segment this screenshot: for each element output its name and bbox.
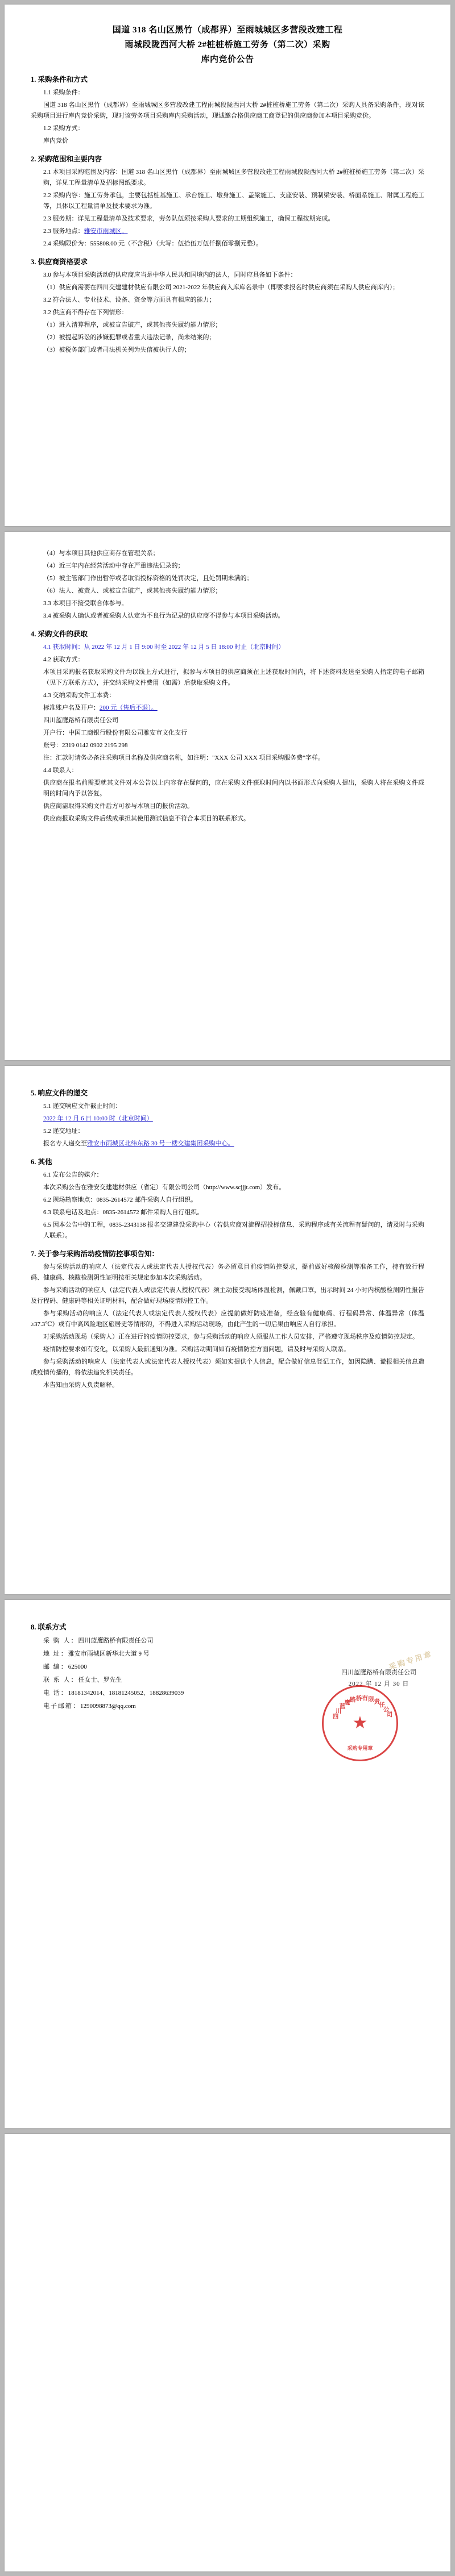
section-3-para-9: （4）近三年内在经营活动中存在严重违法记录的；	[43, 562, 184, 569]
page-2	[5, 532, 450, 1060]
section-4-para-1	[43, 642, 424, 653]
acquire-time: 4.1 获取时间：从 2022 年 12 月 1 日 9:00 时至 2022 年 12 月 5 日 18:00 时止（北京时间）	[43, 644, 285, 651]
section-4-heading-text: 4. 采购文件的获取	[31, 630, 88, 638]
section-3-para-12: 3.3 本项目不接受联合体参与。	[43, 600, 128, 607]
section-7-para-7: 本告知由采购人负责解释。	[43, 1382, 118, 1389]
fee-amount: 200 元（售后不退）。	[100, 705, 158, 711]
section-heading-7: 7. 关于参与采购活动疫情防控事项告知：	[31, 1250, 159, 1258]
contact-label: 电子邮箱：	[43, 1703, 80, 1710]
contact-value: 雅安市雨城区新华北大道 9 号	[68, 1650, 150, 1657]
section-2-para-1: 2.1 本项目采购范围及内容：国道 318 名山区黑竹（成都界）至雨城城区多营段改建工程雨城段陇西河大桥 2#桩桩桥施工劳务（第二次）采购，详见工程量清单及招标图纸要求。	[43, 169, 424, 186]
title-line-3: 库内竞价公告	[201, 55, 254, 64]
title-line-1: 国道 318 名山区黑竹（成都界）至雨城城区多营段改建工程	[112, 26, 343, 35]
section-heading-5: 5. 响应文件的递交	[31, 1089, 88, 1097]
contact-label: 联 系 人：	[43, 1677, 78, 1683]
section-3-para-7: （3）被税务部门或者司法机关列为失信被执行人的；	[43, 347, 191, 353]
company-seal-stamp	[322, 1685, 398, 1761]
section-4-bank: 开户行：中国工商银行股份有限公司雅安市文化支行	[43, 730, 187, 736]
section-4-account-number: 账号：2319 0142 0902 2195 298	[43, 742, 128, 749]
section-2-para-2: 2.2 采购内容：施工劳务承包，主要包括桩基施工、承台施工、墩身施工、盖梁施工、支座安装、预制梁安装、桥面系施工、附属工程施工等，具体以工程量清单及技术要求为准。	[43, 192, 424, 210]
contact-row	[43, 1635, 424, 1647]
section-4-para-13-text: 供应商报取采购文件后线成承担其使用测试信息不符合本项目的联系形式。	[43, 815, 250, 822]
page-title	[31, 23, 424, 67]
section-3-para-2: （1）供应商需要在四川交建建材供应有限公司 2021-2022 年供应商入库库名录中（即要求报名时供应商须在采购人供应商库内）；	[43, 284, 399, 291]
section-4-account-name: 四川蓝鹰路桥有限责任公司	[43, 717, 118, 724]
section-4-para-11: 供应商在报名前需要就其文件对本公告以上内容存在疑问的，应在采购文件获取时间内以书面形式向采购人提出，采购人将在采购文件载明的时间内予以答复。	[43, 780, 424, 797]
contact-value: 18181342014、18181245052、18828639039	[68, 1690, 184, 1697]
section-2-service-location: 雅安市雨城区。	[84, 228, 128, 235]
section-3-para-11: （6）法人、被责人、或被宣告破产，或其他丧失履约能力情形；	[43, 587, 222, 594]
seal-arc-text: 四 川 蓝 鹰 路 桥 有 限 责 任 公 司	[332, 1695, 393, 1720]
fee-label: 标准账户名及开户：	[43, 705, 100, 711]
contact-value: 1290098873@qq.com	[80, 1703, 136, 1710]
section-4-para-3: 本项目采购报名获取采购文件均以线上方式进行，拟参与本项目的供应商须在上述获取时间内，将下述资料发送至采购人指定的电子邮箱（见下方联系方式），并交纳采购文件费用（如需）后获取采购文件。	[43, 669, 424, 686]
section-2-para-3: 2.3 服务期：详见工程量清单及技术要求，劳务队伍须按采购人要求的工期组织施工，确保工程按期完成。	[43, 215, 334, 222]
section-2-para-4	[43, 226, 424, 237]
contact-value: 任女士、罗先生	[78, 1677, 122, 1683]
section-6-para-5: 6.5 因本公告中的工程，0835-2343138 报名交建建设采购中心（若供应商对流程招投标信息、采购程序或有关流程有疑问的，请及时与采购人联系）。	[43, 1222, 424, 1239]
section-5-para-3: 5.2 递交地址：	[43, 1128, 84, 1135]
section-6-para-2: 本次采购公告在雅安交建建材供应（省定）有限公司公司（http://www.scjjjt.com）发布。	[43, 1184, 286, 1191]
title-line-2: 雨城段陇西河大桥 2#桩桩桥施工劳务（第二次）采购	[125, 40, 330, 49]
section-5-para-1: 5.1 递交响应文件截止时间：	[43, 1103, 122, 1110]
watermark-text: 采购专用章	[387, 1649, 434, 1672]
signature-date: 2022 年 12 月 30 日	[348, 1681, 410, 1687]
submission-address: 雅安市雨城区北纬东路 30 号一楼交建集团采购中心。	[87, 1140, 234, 1147]
contact-label: 邮 编：	[43, 1664, 68, 1670]
section-4-note: 注：汇款时请务必备注采购项目名称及供应商名称，如注明："XXX 公司 XXX 项目采购服务费"字样。	[43, 755, 324, 761]
section-2-para-4-label: 2.3 服务地点：	[43, 228, 84, 235]
section-1-para-3: 1.2 采购方式：	[43, 125, 84, 132]
section-7-para-2: 参与采购活动的响应人（法定代表人或法定代表人授权代表）须主动接受现场体温检测，佩戴口罩，出示时间 24 小时内核酸检测阴性报告及行程码、健康码等相关证明材料，配合做好现场疫情防控工作。	[31, 1287, 424, 1304]
section-7-para-5: 疫情防控要求如有变化，以采购人最新通知为准。采购活动期间如有疫情防控方面问题，请及时与采购人联系。	[43, 1346, 350, 1353]
contact-value: 四川蓝鹰路桥有限责任公司	[78, 1637, 154, 1644]
section-6-para-4: 6.3 联系电话及地点：0835-2614572 邮件采购人自行组织。	[43, 1209, 204, 1216]
page-5	[5, 2134, 450, 2571]
section-5-para-4	[43, 1139, 424, 1149]
section-4-para-5	[43, 703, 424, 714]
page-4	[5, 1600, 450, 2128]
section-3-para-6: （2）被提起诉讼的涉嫌犯罪或者重大违法记录，尚未结案的；	[43, 334, 216, 341]
section-7-para-4: 对采购活动现场（采购人）正在进行的疫情防控要求，参与采购活动的响应人须服从工作人员安排，严格遵守现场秩序及疫情防控规定。	[43, 1333, 419, 1340]
submission-deadline: 2022 年 12 月 6 日 10:00 时（北京时间）	[43, 1115, 153, 1122]
contact-value: 625000	[68, 1664, 87, 1670]
section-3-para-8: （4）与本项目其他供应商存在管理关系；	[43, 550, 159, 557]
section-4-contact-label: 4.4 联系人：	[43, 767, 78, 774]
section-3-para-10: （5）被主管部门作出暂停或者取消投标资格的处罚决定，且处罚期未满的；	[43, 575, 253, 582]
section-3-para-5: （1）进入清算程序，或被宣告破产，或其他丧失履约能力情形；	[43, 322, 222, 328]
section-3-para-1: 3.0 参与本项目采购活动的供应商应当是中华人民共和国境内的法人，同时应具备如下条件：	[43, 272, 297, 278]
section-heading-2: 2. 采购范围和主要内容	[31, 155, 102, 163]
section-heading-3: 3. 供应商资格要求	[31, 258, 88, 266]
section-6-para-1: 6.1 发布公告的媒介：	[43, 1172, 103, 1178]
submission-label: 报名专人递交至	[43, 1140, 87, 1147]
section-1-para-1: 1.1 采购条件：	[43, 89, 84, 96]
section-4-para-2: 4.2 获取方式：	[43, 656, 84, 663]
contact-label: 采 购 人：	[43, 1637, 78, 1644]
contact-label: 地 址：	[43, 1650, 68, 1657]
section-heading-6: 6. 其他	[31, 1158, 52, 1166]
section-7-para-6: 参与采购活动的响应人（法定代表人或法定代表人授权代表）须如实提供个人信息，配合做好信息登记工作，如因隐瞒、谎报相关信息造成疫情传播的，将依法追究相关责任。	[31, 1358, 424, 1376]
section-7-para-1: 参与采购活动的响应人（法定代表人或法定代表人授权代表）务必留意目前疫情防控要求，提前做好核酸检测等准备工作，持有效行程码、健康码、核酸检测阴性证明按相关规定参加本次采购活动。	[31, 1264, 424, 1281]
contact-label: 电 话：	[43, 1690, 68, 1697]
page-3	[5, 1066, 450, 1594]
section-3-para-3: 3.2 符合法人、专业技术、设备、资金等方面具有相应的能力；	[43, 297, 216, 303]
section-2-para-5: 2.4 采购限价为：555808.00 元（不含税）（大写：伍拾伍万伍仟捌佰零捌元整）。	[43, 240, 262, 247]
section-1-para-2: 国道 318 名山区黑竹（成都界）至雨城城区多营段改建工程雨城段陇西河大桥 2#桩桩桥施工劳务（第二次）采购人具备采购条件，现对该采购项目进行库内竞价采购，现对该劳务项目采购库内采购活动，现诚邀合格供应商工商登记的供应商参加本项目采购竞价。	[31, 102, 424, 119]
section-3-para-4: 3.2 供应商不得存在下列情形：	[43, 309, 128, 316]
section-heading-8: 8. 联系方式	[31, 1623, 67, 1631]
section-4-para-12: 供应商需取得采购文件后方可参与本项目的报价活动。	[43, 803, 193, 810]
signature-company: 四川蓝鹰路桥有限责任公司	[341, 1669, 416, 1676]
section-6-para-3: 6.2 现场勘察地点：0835-2614572 邮件采购人自行组织。	[43, 1197, 197, 1203]
page-1	[5, 5, 450, 526]
section-1-para-4: 库内竞价	[43, 137, 68, 144]
seal-bottom-text: 采购专用章	[347, 1745, 373, 1751]
section-4-para-13	[43, 814, 424, 824]
contact-row	[43, 1648, 424, 1660]
section-7-para-3: 参与采购活动的响应人（法定代表人或法定代表人授权代表）应提前做好防疫准备，经查验有健康码、行程码异常、体温异常（体温≥37.3℃）或有中高风险地区旅居史等情形的，不得进入采购活动现场，由此产生的一切后果由响应人自行承担。	[31, 1310, 424, 1328]
seal-star-icon: ★	[352, 1714, 368, 1732]
section-4-para-4: 4.3 交纳采购文件工本费：	[43, 692, 115, 699]
section-heading-4	[31, 629, 424, 639]
section-3-para-13: 3.4 被采购人确认或者被采购人认定为不良行为记录的供应商不得参与本项目采购活动。	[43, 612, 284, 619]
section-heading-1: 1. 采购条件和方式	[31, 76, 88, 84]
